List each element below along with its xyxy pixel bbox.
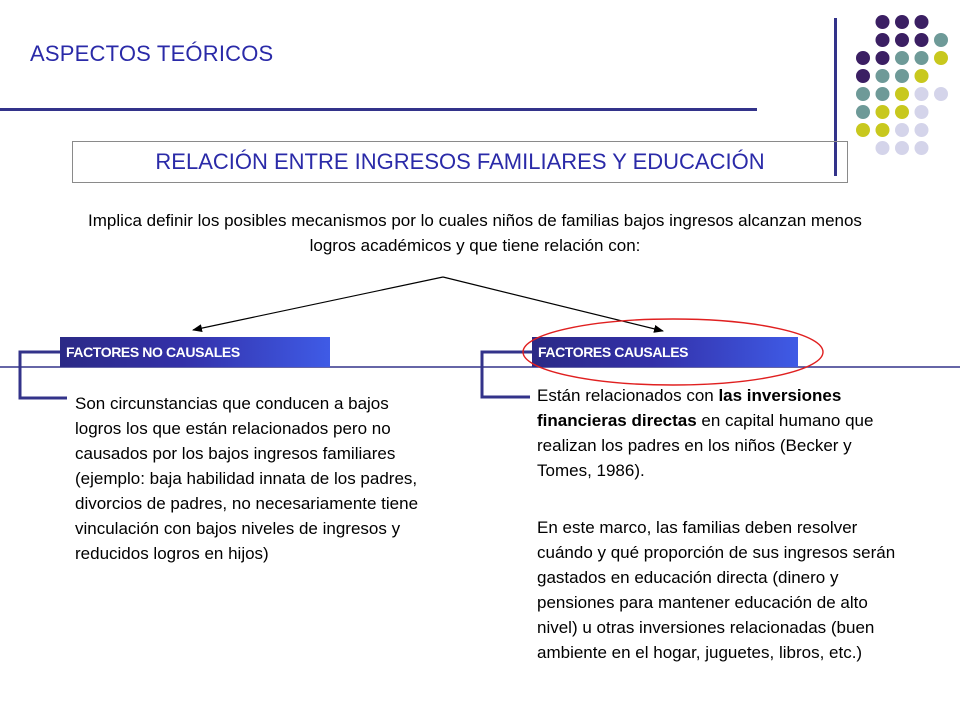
causal-description xyxy=(537,383,907,483)
arrow-to-causal xyxy=(443,277,663,331)
arrow-to-non-causal xyxy=(193,277,443,330)
causal-text-before: Están relacionados con xyxy=(537,386,719,405)
causal-framework-text: En este marco, las familias deben resolver cuándo y qué proporción de sus ingresos serán gastados en educación directa (dinero y pensiones para mantener educación de alto nivel) u otras inversiones relacionadas (buen ambiente en el hogar, juguetes, libros, etc.) xyxy=(537,518,896,662)
intro-text: Implica definir los posibles mecanismos por lo cuales niños de familias bajos ingresos alcanzan menos logros académicos y que tiene relación con: xyxy=(88,211,862,255)
section-subtitle: RELACIÓN ENTRE INGRESOS FAMILIARES Y EDUCACIÓN xyxy=(72,141,848,183)
non-causal-factors-header: FACTORES NO CAUSALES xyxy=(60,337,330,367)
right-bracket xyxy=(482,352,532,397)
page-title: ASPECTOS TEÓRICOS xyxy=(30,41,274,66)
causal-factors-header: FACTORES CAUSALES xyxy=(532,337,798,367)
non-causal-description: Son circunstancias que conducen a bajos logros los que están relacionados pero no causados por los bajos ingresos familiares (ejemplo: baja habilidad innata de los padres, divorcios de padres, no necesariamente tiene vinculación con bajos niveles de ingresos y reducidos logros en hijos) xyxy=(75,394,419,563)
causal-text-after: en capital humano que realizan los padres en los niños (Becker y Tomes, 1986). xyxy=(537,411,874,480)
causal-text-bold: las inversiones financieras directas xyxy=(537,386,842,430)
